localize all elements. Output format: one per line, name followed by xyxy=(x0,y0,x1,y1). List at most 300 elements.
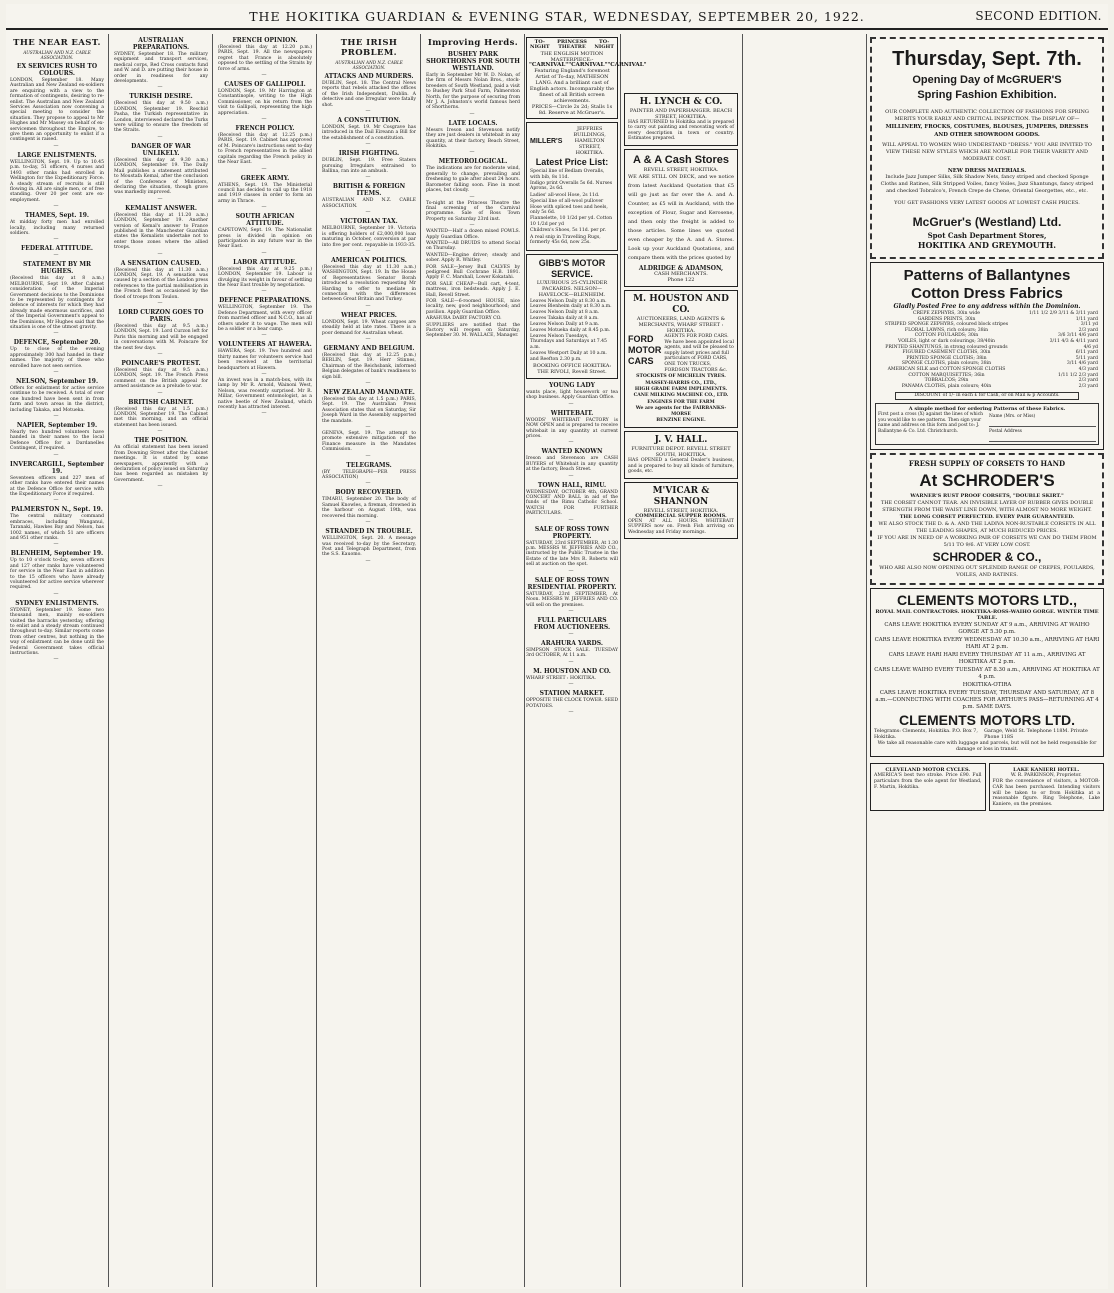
mcgruer-intro: OUR COMPLETE AND AUTHENTIC COLLECTION OF FASHIONS FOR SPRING MERITS YOUR EARLY AND CRITICAL INSPECTION. The DISPLAY OF— xyxy=(885,109,1089,122)
article-divider: — xyxy=(53,590,61,597)
list-line: Leaves Nelson Daily at 8.30 a.m. Leaves Blenheim daily at 8.30 a.m. xyxy=(530,298,612,309)
carnival-1: "CARNIVAL" xyxy=(529,61,569,68)
article-divider: — xyxy=(568,681,576,688)
fabric-price: 6/11 yard xyxy=(1075,350,1098,356)
article-divider: — xyxy=(568,439,576,446)
list-line: Flannelette, 10 1/2d per yd. Cotton 10 1/2d per yd xyxy=(530,216,613,227)
list-line: SUPPLIERS are notified that the Factory will reopen on Saturday, September 30. M. WALLACE, Manager. xyxy=(426,322,520,339)
article-heading: STRANDED IN TROUBLE. xyxy=(325,528,413,536)
article-divider: — xyxy=(261,332,269,339)
theatre-presents: THE ENGLISH MOTION MASTERPIECE:- xyxy=(540,50,604,63)
ballantyne-discount: DISCOUNT of 1/- in each £ for Cash, or on Mail & p Accounts. xyxy=(895,392,1079,400)
fabric-name: FLORAL LAWNS, rich colours; 38in xyxy=(904,327,989,333)
column-australian-preparations xyxy=(114,34,208,1284)
mcvicar-body: OPEN AT ALL HOURS. WHITEBAIT SUPPERS now on. Fresh Fish arriving on Wednesday and Friday mornings. xyxy=(628,519,734,535)
article-body: (Received this day at 9.5 a.m.) LONDON, Sept. 19. The French Press comment on the British appeal for armed assistance as a prelude to war. xyxy=(114,368,208,390)
article-heading: FULL PARTICULARS FROM AUCTIONEERS. xyxy=(533,616,611,631)
article-divider: — xyxy=(568,708,576,715)
mcgruer-footer: YOU GET FASHIONS VERY LATEST GOODS AT LOWEST CASH PRICES. xyxy=(894,200,1080,206)
article-divider: — xyxy=(157,84,165,91)
article-heading: FRENCH OPINION. xyxy=(232,37,298,44)
list-line: HOKITIKA-OTIRA xyxy=(962,682,1012,689)
article-heading: WANTED KNOWN xyxy=(541,448,603,456)
article-heading: WHITEBAIT. xyxy=(550,409,594,417)
list-line: WANTED—Engine driver; steady and sober. Apply R. Whitley. xyxy=(426,252,520,264)
aa-sign1: ALDRIDGE & ADAMSON, xyxy=(638,264,724,272)
column-near-east xyxy=(10,34,104,1284)
houston-items xyxy=(628,374,734,423)
list-line: Leaves Westport Daily at 10 a.m. and Reefton 2.30 p.m. xyxy=(530,351,607,362)
article-heading: DEFENCE PREPARATIONS. xyxy=(219,297,311,305)
kaniere-body: FOR the convenience of visitors, a MOTOR-CAR has been purchased. Intending visitors will be taken to or from Hokitika at a reasonable figure. Ring Telephone, Lake Kaniere, on the premises. xyxy=(992,779,1100,807)
article-divider: — xyxy=(365,424,373,431)
article-heading: DEFENCE, September 20. xyxy=(13,339,101,347)
list-line: Special line of all-wool pullover Hose with spliced toes and heels, only 5s 6d. xyxy=(530,199,608,216)
article-divider: — xyxy=(157,195,165,202)
fabric-row xyxy=(875,384,1099,390)
theatre-prices: PRICES—Circle 2s 2d; Stalls 1s 8d. Reserve at McGruer's. xyxy=(531,104,613,117)
fabric-price: 3/11 4/3 & 4/11 yard xyxy=(1049,338,1098,344)
ford-body: AGENTS FOR FORD CARS. We have been appointed local agents, and will be pleased to supply latest prices and full particulars of FORD CARS, ONE TON TRUCKS, FORDSON TRACTORS &c. xyxy=(664,334,734,373)
lynch-sub: PAINTER AND PAPERHANGER. BEACH STREET, HOKITIKA. xyxy=(629,108,733,120)
col5-classifieds xyxy=(426,229,520,339)
fabric-price: 5/11 yard xyxy=(1075,355,1098,361)
article-body: TIMARU, September 20. The body of Samuel Knowles, a fireman, drowned in the harbour on August 19th, was recovered this morning. xyxy=(322,497,416,519)
mcgruer-date: Thursday, Sept. 7th. xyxy=(892,48,1082,70)
schroder-company: SCHRODER & CO., xyxy=(932,550,1042,565)
aa-phone: Phone 122 xyxy=(667,277,695,284)
article-body: Up to close of the evening approximately 300 had handed in their names. The majority of these who enrolled have not seen service. xyxy=(10,347,104,369)
article-body: Offers for enlistment for active service continue to be received. A total of over one hundred have been sent in from farm and town areas in the district, including Takaka, and Motueka. xyxy=(10,386,104,413)
article-body: WELLINGTON, September 19. The Defence Department, with every officer from married officer and N.C.O., has all others under it to wage. The men will be a soldier or a bear camp. xyxy=(218,305,312,332)
fabric-name: PANAMA CLOTHS, plain colours; 40in xyxy=(901,383,992,389)
article-divider: — xyxy=(365,335,373,342)
houston-title: M. HOUSTON AND CO. xyxy=(633,294,729,316)
article-heading: YOUNG LADY xyxy=(549,381,595,389)
list-line: STOCKISTS OF MICHELIN TYRES. xyxy=(636,374,726,380)
theatre-desc: Featuring England's foremost Artist of To-day, MATHESON LANG. And a brilliant cast of English actors. Incomparably the finest of all British screen achievements. xyxy=(529,68,615,105)
list-line: CANE MILKING MACHINE CO., LTD. xyxy=(633,393,729,399)
article-heading: METEOROLOGICAL. xyxy=(438,158,508,166)
fabric-name: COTTON MARQUISETTES; 36in xyxy=(908,372,985,378)
list-line: Leaves Nelson Daily at 8 a.m. Leaves Takaka daily at 8 a.m. xyxy=(530,310,600,321)
gibbs-office: BOOKING OFFICE HOKITIKA: THE RIVOLI, Revell Street. xyxy=(532,362,612,375)
gibbs-sub: LUXURIOUS 25-CYLINDER PACKARDS. NELSON—HAVELOCK—BLENHEIM. xyxy=(536,279,608,298)
article-heading: TURKISH DESIRE. xyxy=(129,93,193,101)
article-body: DUBLIN, Sept. 19. Free Staters pursuing Irregulars entrained to Ballina, ran into an ambush. xyxy=(322,158,416,175)
article-heading: LATE LOCALS. xyxy=(448,119,498,127)
col5-articles xyxy=(426,51,520,228)
article-divider: — xyxy=(261,288,269,295)
article-divider: — xyxy=(261,371,269,378)
kaniere-title: LAKE KANIERI HOTEL. xyxy=(1013,767,1080,774)
article-divider: — xyxy=(365,302,373,309)
article-divider: — xyxy=(365,174,373,181)
article-divider: — xyxy=(53,451,61,458)
article-body: (Received this day at 9.30 a.m.) LONDON, September 19. The Daily Mail publishes a statement attributed to Moustafa Kemal, after the conclusion of the Conference of Ministers, declaring the situation, though grave was markedly improved. xyxy=(114,157,208,196)
fabric-price: 3/6 3/11 4/6 yard xyxy=(1058,333,1098,339)
article-body: SYDNEY, September 18. The military equipment and transport services, medical corps, Red Cross contacts fund and W. and D. are putting their house in order in readiness for any developments. xyxy=(114,52,208,85)
article-divider: — xyxy=(568,630,576,637)
mcgruer-exhibition: Spring Fashion Exhibition. xyxy=(917,89,1057,101)
article-body: The central military command embraces, including Wanganui, Taranaki, Hawkes Bay and Nelson, has 1002 names, of which 51 are officers and 951 other ranks. xyxy=(10,514,104,541)
mcgruer-towns: HOKITIKA AND GREYMOUTH. xyxy=(917,240,1057,250)
article-heading: POINCARE'S PROTEST. xyxy=(121,360,201,368)
millers-items xyxy=(530,169,614,245)
clements-title2: CLEMENTS MOTORS LTD. xyxy=(898,712,1076,729)
schroder-footer: WHO ARE ALSO NOW OPENING OUT SPLENDID RANGE OF CREPES, FOULARDS, VOILES, AND RATINES. xyxy=(879,565,1095,579)
schroder-title: At SCHRODER'S xyxy=(919,471,1055,491)
fabric-price-table xyxy=(875,311,1099,389)
article-body: WELLINGTON, Sept. 20. A message was received to-day by the Secretary, Post and Telegraph Department, from the S.S. Kauomo. xyxy=(322,536,416,558)
irish-heading: THE IRISH PROBLEM. xyxy=(340,38,398,58)
herds-heading: Improving Herds. xyxy=(427,38,519,48)
list-line: MASSEY-HARRIS CO., LTD., xyxy=(645,380,717,386)
article-body: SYDNEY, September 19. Some two thousand men, mainly ex-soldiers visited the barracks yesterday, offering to enlist and a steady stream continued throughout to-day. Similar reports come from other centres, but nothing in the way of enlistment can be done until the Federal Government takes official instructions. xyxy=(10,607,104,657)
article-body: WELLINGTON, Sept. 19. Up to 10.45 p.m. to-day, 51 officers, 4 nurses and 1493 other ranks had enrolled in Wellington for the Expeditionary Force. A steady stream of recruits is still flowing in. All are single men, or of free standing. Over 20 per cent are ex-employment. xyxy=(10,159,104,203)
article-divider: — xyxy=(261,165,269,172)
houston-sub: AUCTIONEERS, LAND AGENTS & MERCHANTS, WHARF STREET : HOKITIKA. xyxy=(636,316,726,335)
article-heading: CAUSES OF GALLIPOLI. xyxy=(224,81,306,89)
article-heading: LORD CURZON GOES TO PARIS. xyxy=(118,309,204,323)
article-divider: — xyxy=(53,142,61,149)
article-heading: STATION MARKET. xyxy=(539,690,605,698)
article-body: WOODS' WHITEBAIT FACTORY is NOW OPEN and is prepared to receive whitebait in any quantity at current prices. xyxy=(526,417,618,439)
fabric-name: CREPE ZEPHYRS, 30in wide xyxy=(912,311,980,316)
article-divider: — xyxy=(157,483,165,490)
list-line: WANTED—Half a dozen mixed FOWLS. Apply Guardian Office. xyxy=(426,229,520,240)
hall-ad xyxy=(624,431,738,478)
article-body: (Received this day at 9.25 p.m.) LONDON, September 19. Labour is divulging its weight in favour of settling the Near East trouble by negotiation. xyxy=(218,266,312,288)
article-heading: AMERICAN POLITICS. xyxy=(331,256,407,264)
article-divider: — xyxy=(365,519,373,526)
article-divider: — xyxy=(568,567,576,574)
article-divider: — xyxy=(157,351,165,358)
mcgruer-materials-title: NEW DRESS MATERIALS. xyxy=(947,168,1027,174)
mcgruer-appeal: WILL APPEAL TO WOMEN WHO UNDERSTAND "DRESS." YOU ARE INVITED TO VIEW THESE NEW STYLES WHICH ARE NOTABLE FOR THEIR VARIETY AND MODERATE COST. xyxy=(882,142,1092,162)
article-body: (Received this day at 11.30 a.m.) WASHINGTON, Sept. 19. In the House of Representatives Senator Borah introduced a resolution requesting Mr Harding to offer to mediate in connection with the differences between Great Britain and Turkey. xyxy=(322,264,416,303)
list-line: FOR SALE—Jersey Bull CALVES by pedigreed Bull Cochrane H.B. 1891. Apply F. C. Marshall, Lower Kokatahi. xyxy=(426,264,520,281)
ballantyne-ad xyxy=(870,262,1104,450)
mcvicar-line: COMMERCIAL SUPPER ROOMS. xyxy=(635,512,727,519)
list-line: CARS LEAVE HARI HARI EVERY THURSDAY AT 11 a.m., ARRIVING AT HOKITIKA AT 2 p.m. xyxy=(888,652,1086,666)
article-divider: — xyxy=(157,428,165,435)
article-divider: — xyxy=(53,330,61,337)
article-divider: — xyxy=(469,222,477,229)
article-body: CAPETOWN, Sept. 19. The Nationalist press is divided in opinion on participation in any future war in the Near East. xyxy=(218,228,312,250)
irish-source: AUSTRALIAN AND N.Z. CABLE ASSOCIATION. xyxy=(335,60,403,70)
near-east-heading: THE NEAR EAST. xyxy=(13,38,101,48)
list-line: FOR SALE CHEAP—Bull cart, 4-tent, mattress, iron bedsteads. Apply J. E. Hall, Revell Street. xyxy=(426,281,520,298)
article-divider: — xyxy=(53,497,61,504)
article-heading: ARAHURA YARDS. xyxy=(541,639,603,647)
article-body: (Received this day at 11.30 a.m.) LONDON, Sept. 19. A sensation was caused by a section of the London press references to the partial mobilisation in the French fleet as occasioned by the flood of troops from Toulon. xyxy=(114,267,208,300)
article-divider: — xyxy=(53,413,61,420)
article-body: (Received this day at 11.20 a.m.) LONDON, September 19. Another version of Kemal's answer to France published in the Manchester Guardian states the Kemalists undertake not to enter those zones where the allied troops. xyxy=(114,212,208,251)
article-body: WEDNESDAY, OCTOBER 4th, GRAND CONCERT AND BALL in aid of the funds of the Rimu Catholic School. WATCH FOR FURTHER PARTICULARS. xyxy=(526,489,618,517)
article-heading: A SENSATION CAUSED. xyxy=(120,259,202,267)
article-divider: — xyxy=(53,656,61,663)
col6-notices xyxy=(526,382,618,715)
list-line: ENGINES FOR THE FARM xyxy=(647,399,715,405)
aa-sign2: CASH MERCHANTS. xyxy=(654,271,708,278)
article-divider: — xyxy=(157,389,165,396)
gibbs-times xyxy=(530,299,614,362)
list-line: CARS LEAVE HOKITIKA EVERY TUESDAY, THURSDAY AND SATURDAY, AT 8 a.m.—CONNECTING WITH COACHES FOR ARTHUR'S PASS—RETURNING AT 4 p.m. SAME DAYS. xyxy=(875,690,1099,711)
article-heading: ATTACKS AND MURDERS. xyxy=(324,73,414,80)
article-divider: — xyxy=(469,193,477,200)
order-form-text: First post a cross (X) against the lines of which you would like to see patterns. Then sign your name and address on this form and post to: J. Ballantyne & Co. Ltd. Christchurch. xyxy=(878,412,983,434)
princess-theatre-ad xyxy=(526,37,647,119)
article-divider: — xyxy=(469,110,477,117)
schroder-body2: THE LONG CORSET PERFECTED. EVERY PAIR GUARANTEED. xyxy=(899,514,1075,521)
aa-body: WE ARE STILL ON DECK, and we notice from latest Auckland Quotation that £5 will go just as far over the A. and A. Counter, as £5 will in Auckland, with the exception of Flour, Sugar and Kerosene, and then only the freight is added to those articles. Some lines we quoted even cheaper by the A. and A. Stores. Look up your Auckland Quotations, and compare them with the prices quoted by xyxy=(628,173,734,261)
carnival-2: "CARNIVAL" xyxy=(568,61,608,68)
fabric-name: FIGURED CASEMENT CLOTHS, 30in xyxy=(902,350,991,356)
hall-sub: FURNITURE DEPOT. REVELL STREET SOUTH, HOKITIKA. xyxy=(631,446,731,459)
schroder-body4: IF YOU ARE IN NEED OF A WORKING PAIR OF CORSETS WE CAN DO THEM FROM 5/11 TO 9/6. AT VERY LOW COST. xyxy=(877,535,1097,549)
article-body: ATHENS, Sept. 19. The Ministerial council has decided to call up the 1918 and 1919 classes in order to form an army in Thrace. xyxy=(218,182,312,204)
article-heading: EX SERVICES RUSH TO COLOURS. xyxy=(16,63,98,77)
ford-label: FORD MOTOR CARS xyxy=(628,334,662,367)
article-body: (BY TELEGRAPH—PER PRESS ASSOCIATION) xyxy=(322,469,416,481)
article-heading: SYDNEY ENLISTMENTS. xyxy=(15,599,99,607)
article-heading: AUSTRALIAN PREPARATIONS. xyxy=(132,37,190,51)
article-divider: — xyxy=(53,541,61,548)
millers-name: MILLER'S xyxy=(530,137,563,145)
column-display-ads xyxy=(870,34,1104,1284)
aa-cash-stores-ad xyxy=(624,149,738,287)
aa-title: A & A Cash Stores xyxy=(633,153,729,166)
mcvicar-ad xyxy=(624,482,738,540)
article-divider: — xyxy=(365,108,373,115)
article-divider: — xyxy=(469,149,477,156)
article-heading: NEW ZEALAND MANDATE. xyxy=(323,389,415,396)
list-line: Ladies' all-wool Hose, 2s 11d. xyxy=(530,192,600,198)
hall-body: HAS OPENED a General Dealer's business, and is prepared to buy all kinds of furniture, goods, etc. xyxy=(628,458,734,475)
gibbs-motor-ad xyxy=(526,254,618,379)
article-heading: NELSON, September 19. xyxy=(15,378,99,386)
article-heading: PALMERSTON N., Sept. 19. xyxy=(11,506,103,514)
article-divider: — xyxy=(568,658,576,665)
lynch-body: HAS RETURNED to Hokitika and is prepared to carry out painting and renovating work of every description in town or country. Estimates prepared. xyxy=(628,120,734,142)
order-form-title: A simple method for ordering Patterns of these Fabrics. xyxy=(908,406,1066,413)
article-heading: A CONSTITUTION. xyxy=(337,117,401,125)
kaniere-ad xyxy=(989,763,1105,811)
article-heading: SOUTH AFRICAN ATTITUDE. xyxy=(235,213,295,228)
fabric-price: 2/3 yard xyxy=(1078,327,1098,333)
column-french-opinion xyxy=(218,34,312,1284)
article-heading: VOLUNTEERS AT HAWERA. xyxy=(218,341,312,349)
order-form-address: Postal Address xyxy=(989,429,1022,435)
near-east-articles xyxy=(10,63,104,662)
millers-ad xyxy=(526,122,618,250)
article-body: Messrs Ireson and Stevenson notify they are just dealers in whitebait in any quantity, at their factory, Beach Street, Hokitika. xyxy=(426,127,520,150)
schroder-lead: FRESH SUPPLY OF CORSETS TO HAND xyxy=(908,459,1066,469)
article-body: An invest was in a match-box, with its lamp by Mr R. Arnold, Wainoni West, Nelson, was recently surprised. Mr R. Millar, Government entomologist, as a native beetle of New Zealand, which recently has attracted interest. xyxy=(218,378,312,411)
clements-contact-left: Telegrams: Clements, Hokitika. P.O. Box 7, Hokitika. xyxy=(874,729,978,741)
article-body: LONDON, Sept. 19. Mr Cosgrave has introduced in the Dail Eireann a Bill for the establishment of a constitution. xyxy=(322,125,416,141)
article-heading: THAMES, Sept. 19. xyxy=(24,212,90,220)
list-line: HIGH GRADE FARM IMPLEMENTS. xyxy=(634,387,728,392)
column-irish-problem xyxy=(322,34,416,1284)
article-divider: — xyxy=(365,557,373,564)
clements-note: We take all reasonable care with luggage and parcels, but will not be held responsible for damage or loss in transit. xyxy=(877,741,1097,753)
near-east-source: AUSTRALIAN AND N.Z. CABLE ASSOCIATION. xyxy=(23,50,91,60)
article-heading: FEDERAL ATTITUDE. xyxy=(21,245,93,253)
article-body: SIMPSON STOCK SALE. TUESDAY 3rd OCTOBER, At 11 a.m. xyxy=(526,647,618,659)
mcvicar-title: M'VICAR & SHANNON xyxy=(652,485,710,507)
schroder-brands: WARNER'S RUST PROOF CORSETS, "DOUBLE SKIRT." xyxy=(910,493,1064,500)
fabric-name: STRIPED SPONGE ZEPHYRS, coloured block stripes xyxy=(884,322,1009,328)
article-heading: GREEK ARMY. xyxy=(240,174,290,182)
article-body: HAWERA, Sept. 19. Two hundred and thirty names for volunteers service had been received at the territorial headquarters at Hawera. xyxy=(218,349,312,371)
fabric-price: 2/3 yard xyxy=(1078,383,1098,389)
fabric-name: AMERICAN SILK and COTTON SPONGE CLOTHS xyxy=(887,366,1006,372)
article-heading: SALE OF ROSS TOWN PROPERTY. xyxy=(534,525,610,540)
article-heading: TOWN HALL, RIMU. xyxy=(537,481,607,489)
schroder-ad xyxy=(870,453,1104,585)
list-line: Special line of Bedlam Overalls, with bib, 8s 11d. xyxy=(530,169,605,180)
list-line: WANTED—All DRUIDS to attend Social on Thursday. xyxy=(426,240,520,252)
schroder-body3: WE ALSO STOCK THE D. & A. AND THE LADIVA NON-RUSTABLE CORSETS IN ALL THE LEADING SHAPES, AT MUCH REDUCED PRICES. xyxy=(878,521,1096,535)
article-body: (Received this day at 1.5 p.m.) PARIS, Sept. 19. The Australian Press Association states that on Saturday, Sir Joseph Ward in the Assembly supported the mandate. xyxy=(322,397,416,424)
article-body: GENEVA, Sept. 19. The attempt to promote extensive mitigation of the Finance measure in the Mandates Commission. xyxy=(322,431,416,453)
article-divider: — xyxy=(568,516,576,523)
article-heading: SALE OF ROSS TOWN RESIDENTIAL PROPERTY. xyxy=(527,576,617,591)
list-line: ARAHURA DAIRY FACTORY CO. xyxy=(426,316,502,322)
list-line: We are agents for the FAIRBANKS-MORSE xyxy=(635,406,727,417)
article-divider: — xyxy=(261,116,269,123)
article-heading: NAPIER, September 19. xyxy=(16,422,98,430)
article-divider: — xyxy=(53,252,61,259)
article-heading: TELEGRAMS. xyxy=(346,461,392,469)
ballantyne-title2: Cotton Dress Fabrics xyxy=(911,285,1063,302)
article-divider: — xyxy=(568,607,576,614)
cleveland-body: AMERICA'S best two stroke. Price £90. Full particulars from the sole agent for Westland, F. Martin, Hokitika. xyxy=(874,773,982,790)
mcvicar-sub: REVELL STREET, HOKITIKA. xyxy=(643,507,719,514)
fabric-name: PRINTED SPONGE CLOTHS; 38in xyxy=(906,355,987,361)
mcgruer-company: McGruer's (Westland) Ltd. xyxy=(912,215,1062,229)
article-divider: — xyxy=(53,203,61,210)
cleveland-title: CLEVELAND MOTOR CYCLES. xyxy=(885,767,971,774)
article-body: (Received this day at 1.5 p.m.) LONDON, September 19. The Cabinet met this morning, and an official statement has been issued. xyxy=(114,406,208,428)
article-body: (Received this day at 12.20 p.m.) PARIS, Sept. 19. All the newspapers regret that France is absolutely opposed to the settling of the Straits by force of arms. xyxy=(218,45,312,72)
article-body: wants place, light housework or tea shop business. Apply Guardian Office. xyxy=(526,389,618,401)
article-body: SATURDAY, 23rd SEPTEMBER, At 1.30 p.m. MESSRS W. JEFFRIES AND CO., instructed by the Public Trustee in the Estate of the late Mrs R. Roberts will sell at auction on the spot. xyxy=(526,540,618,568)
fabric-name: VOILES, light or dark colourings; 38/40in xyxy=(898,338,995,344)
millers-address: JEFFRIES BUILDINGS, HAMILTON STREET, HOKITIKA. xyxy=(573,126,606,157)
article-body: (Received this day at 9.5 a.m.) LONDON, Sept. 19. Lord Curzon left for Paris this morning and will be engaged in conversations with M. Poincare for the next few days. xyxy=(114,324,208,351)
article-heading: LABOR ATTITUDE. xyxy=(233,258,297,266)
clements-ad xyxy=(870,588,1104,757)
article-divider: — xyxy=(365,480,373,487)
clements-sub: ROYAL MAIL CONTRACTORS. HOKITIKA-ROSS-WAIHO GORGE. WINTER TIME TABLE. xyxy=(875,609,1099,622)
article-body: AUSTRALIAN AND N.Z. CABLE ASSOCIATION. xyxy=(322,198,416,209)
mcgruer-materials: Include Jazz Jumper Silks, Silk Shadow Nets, fancy striped and checked Sponge Cloths and Ratines, Silk Stripped Voiles, fancy Voiles, Jazz Shantungs, fancy striped and checked Tobralco's, French Crepe de Chene, Oriental Georgettes, etc., etc. xyxy=(880,174,1094,194)
article-body: (Received this day at 12.25 p.m.) PARIS, Sept. 19. Cabinet has approved of M. Poincare's instructions sent to-day to French representatives in the allied capitals regarding the French policy in the Near East. xyxy=(218,133,312,166)
article-body: Seventeen officers and 227 men of other ranks have entered their names at the Defence Office for service with the Expeditionary Force if required. xyxy=(10,475,104,497)
article-body: OPPOSITE THE CLOCK TOWER. SEED POTATOES. xyxy=(526,698,618,709)
article-divider: — xyxy=(365,380,373,386)
fabric-price: 4/6 yd xyxy=(1083,344,1098,350)
article-heading: M. HOUSTON AND CO. xyxy=(533,667,611,675)
list-line: A real snip in Travelling Rugs, formerly 45s 6d, now 25s. xyxy=(530,234,601,246)
article-heading: FRENCH POLICY. xyxy=(235,125,295,133)
newspaper-page xyxy=(6,4,1108,1289)
houston-ad xyxy=(624,290,738,428)
article-divider: — xyxy=(157,300,165,306)
article-body: Up to 10 o'clock to-day, seven officers and 127 other ranks have volunteered for service in the Near East in addition to the 15 officers who have already volunteered for active service wherever required. xyxy=(10,558,104,591)
carnival-3: "CARNIVAL" xyxy=(607,61,647,68)
ballantyne-tag: Gladly Posted Free to any address within the Dominion. xyxy=(893,303,1081,310)
article-body: (Received this day at 8 a.m.) MELBOURNE, Sept 19. After Cabinet consideration of the Imperial Government decisions to the Dominions to be represented by contingents for defence of interests for which they had already made enormous sacrifices, and of the Imperial Government's appeal to the Dominions, Mr Hughes said that the situation is one of the utmost gravity. xyxy=(10,276,104,330)
bottom-ads-row xyxy=(870,760,1104,814)
masthead xyxy=(6,4,1108,30)
article-body: (Received this day at 9.50 a.m.) LONDON, September 19. Reschid Pasha, the Turkish representative in London, interviewed declared the Turks were willing to ensure the freedom of the Straits. xyxy=(114,101,208,134)
article-body: LONDON, September 18. Many Australian and New Zealand ex-soldiers are enquiring with a view to the formation of contingents, desiring to re-enlist. The Australian and New Zealand Services Association now convening a special meeting to consider the situation. They propose to appeal to Mr Hughes and Mr Massey on behalf of ex-servicemen throughout the Empire, to give them an opportunity to enlist if a contingent is raised. xyxy=(10,78,104,143)
article-heading: BODY RECOVERED. xyxy=(335,489,403,497)
article-divider: — xyxy=(261,249,269,256)
column-improving-herds xyxy=(426,34,520,1284)
list-line: Children's Shoes, 5s 11d. per pr. xyxy=(530,228,607,234)
article-body: An official statement has been issued from Downing Street after the Cabinet meetings. It is stated by some newspapers, apparently with a declaration of policy issued on Saturday has been regarded as mistaken by Government. xyxy=(114,445,208,483)
cleveland-ad xyxy=(870,763,986,811)
mcgruer-opening: Opening Day of McGRUER'S xyxy=(912,74,1062,86)
article-body: The indications are for moderate wind, generally to change, prevailing and freshening to gale after about 24 hours. Barometer falling soon. Fine in most places, but cloudy. xyxy=(426,166,520,194)
article-divider: — xyxy=(157,133,165,140)
list-line: Leaves Nelson Tuesdays, Thursdays and Saturdays at 7.45 a.m. xyxy=(530,333,607,350)
clements-title: CLEMENTS MOTORS LTD., xyxy=(897,592,1077,609)
article-body: Nearly two hundred volunteers have handed in their names to the local Defence Office for a Dardanelles Contingent, if required. xyxy=(10,430,104,452)
fabric-price: 2/3 yard xyxy=(1078,378,1098,384)
article-divider: — xyxy=(568,400,576,407)
article-heading: KEMALIST ANSWER. xyxy=(125,204,197,212)
list-line: CARS LEAVE WAIHO EVERY TUESDAY AT 8.30 a.m., ARRIVING AT HOKITIKA AT 4 p.m. xyxy=(874,667,1100,681)
column-ads-middle xyxy=(624,34,738,1284)
article-heading: VICTORIAN TAX. xyxy=(340,218,398,226)
hall-title: J. V. HALL. xyxy=(654,435,708,446)
article-heading: BLENHEIM, September 19. xyxy=(10,550,104,558)
mcgruer-ad xyxy=(870,37,1104,259)
article-heading: IRISH FIGHTING. xyxy=(338,150,400,158)
article-heading: LARGE ENLISTMENTS. xyxy=(17,151,97,159)
fabric-name: TOBRALCOS; 29in xyxy=(924,378,969,384)
list-line: BENZINE ENGINE. xyxy=(656,418,706,424)
theatre-tonight-left: TO-NIGHT xyxy=(530,39,550,51)
article-divider: — xyxy=(365,141,373,148)
clements-schedule xyxy=(874,622,1100,711)
gibbs-title: GIBB'S MOTOR SERVICE. xyxy=(538,257,606,279)
fabric-name: SPONGE CLOTHS, plain colours; 38in xyxy=(901,361,992,367)
article-divider: — xyxy=(261,72,269,79)
article-body: DUBLIN, Sept. 18. The Central News reports that rebels attacked the offices of the Irish Independent, Dublin. A detective and one Irregular were fatally shot. xyxy=(322,81,416,108)
article-body: WHARF STREET : HOKITIKA. xyxy=(526,675,596,681)
article-body: Early in September Mr W. D. Nolan, of the firm of Messrs Nolan Bros., stock-breeders of South Westland, paid a visit to Bushey Park Stud Farm, Palmerston North, for the purpose of securing from Mr J. A. Johnston's world famous herd of Shorthorns. xyxy=(426,73,520,111)
theatre-tonight-right: TO-NIGHT xyxy=(594,39,614,51)
article-body: LONDON, Sept. 19. Mr Harrington at Constantinople, writing to the High Commissioner, on his return from the visit to Gallipoli, representing the high appreciation. xyxy=(218,89,312,116)
list-line: CARS LEAVE HOKITIKA EVERY SUNDAY AT 9 a.m., ARRIVING AT WAIHO GORGE AT 5.30 p.m. xyxy=(884,622,1090,636)
fabric-price: 1/11 1/2 2/9 3/11 & 3/11 yard xyxy=(1028,311,1098,316)
fabric-row xyxy=(875,339,1099,345)
ballantyne-title1: Patterns of Ballantynes xyxy=(903,267,1071,284)
fabric-price: 4/3 yard xyxy=(1078,366,1098,372)
article-divider: — xyxy=(53,236,61,243)
article-heading: WHEAT PRICES. xyxy=(341,311,397,319)
article-divider: — xyxy=(261,410,269,417)
masthead-title: THE HOKITIKA GUARDIAN & EVENING STAR, WEDNESDAY, SEPTEMBER 20, 1922. xyxy=(249,8,865,24)
article-divider: — xyxy=(53,369,61,376)
